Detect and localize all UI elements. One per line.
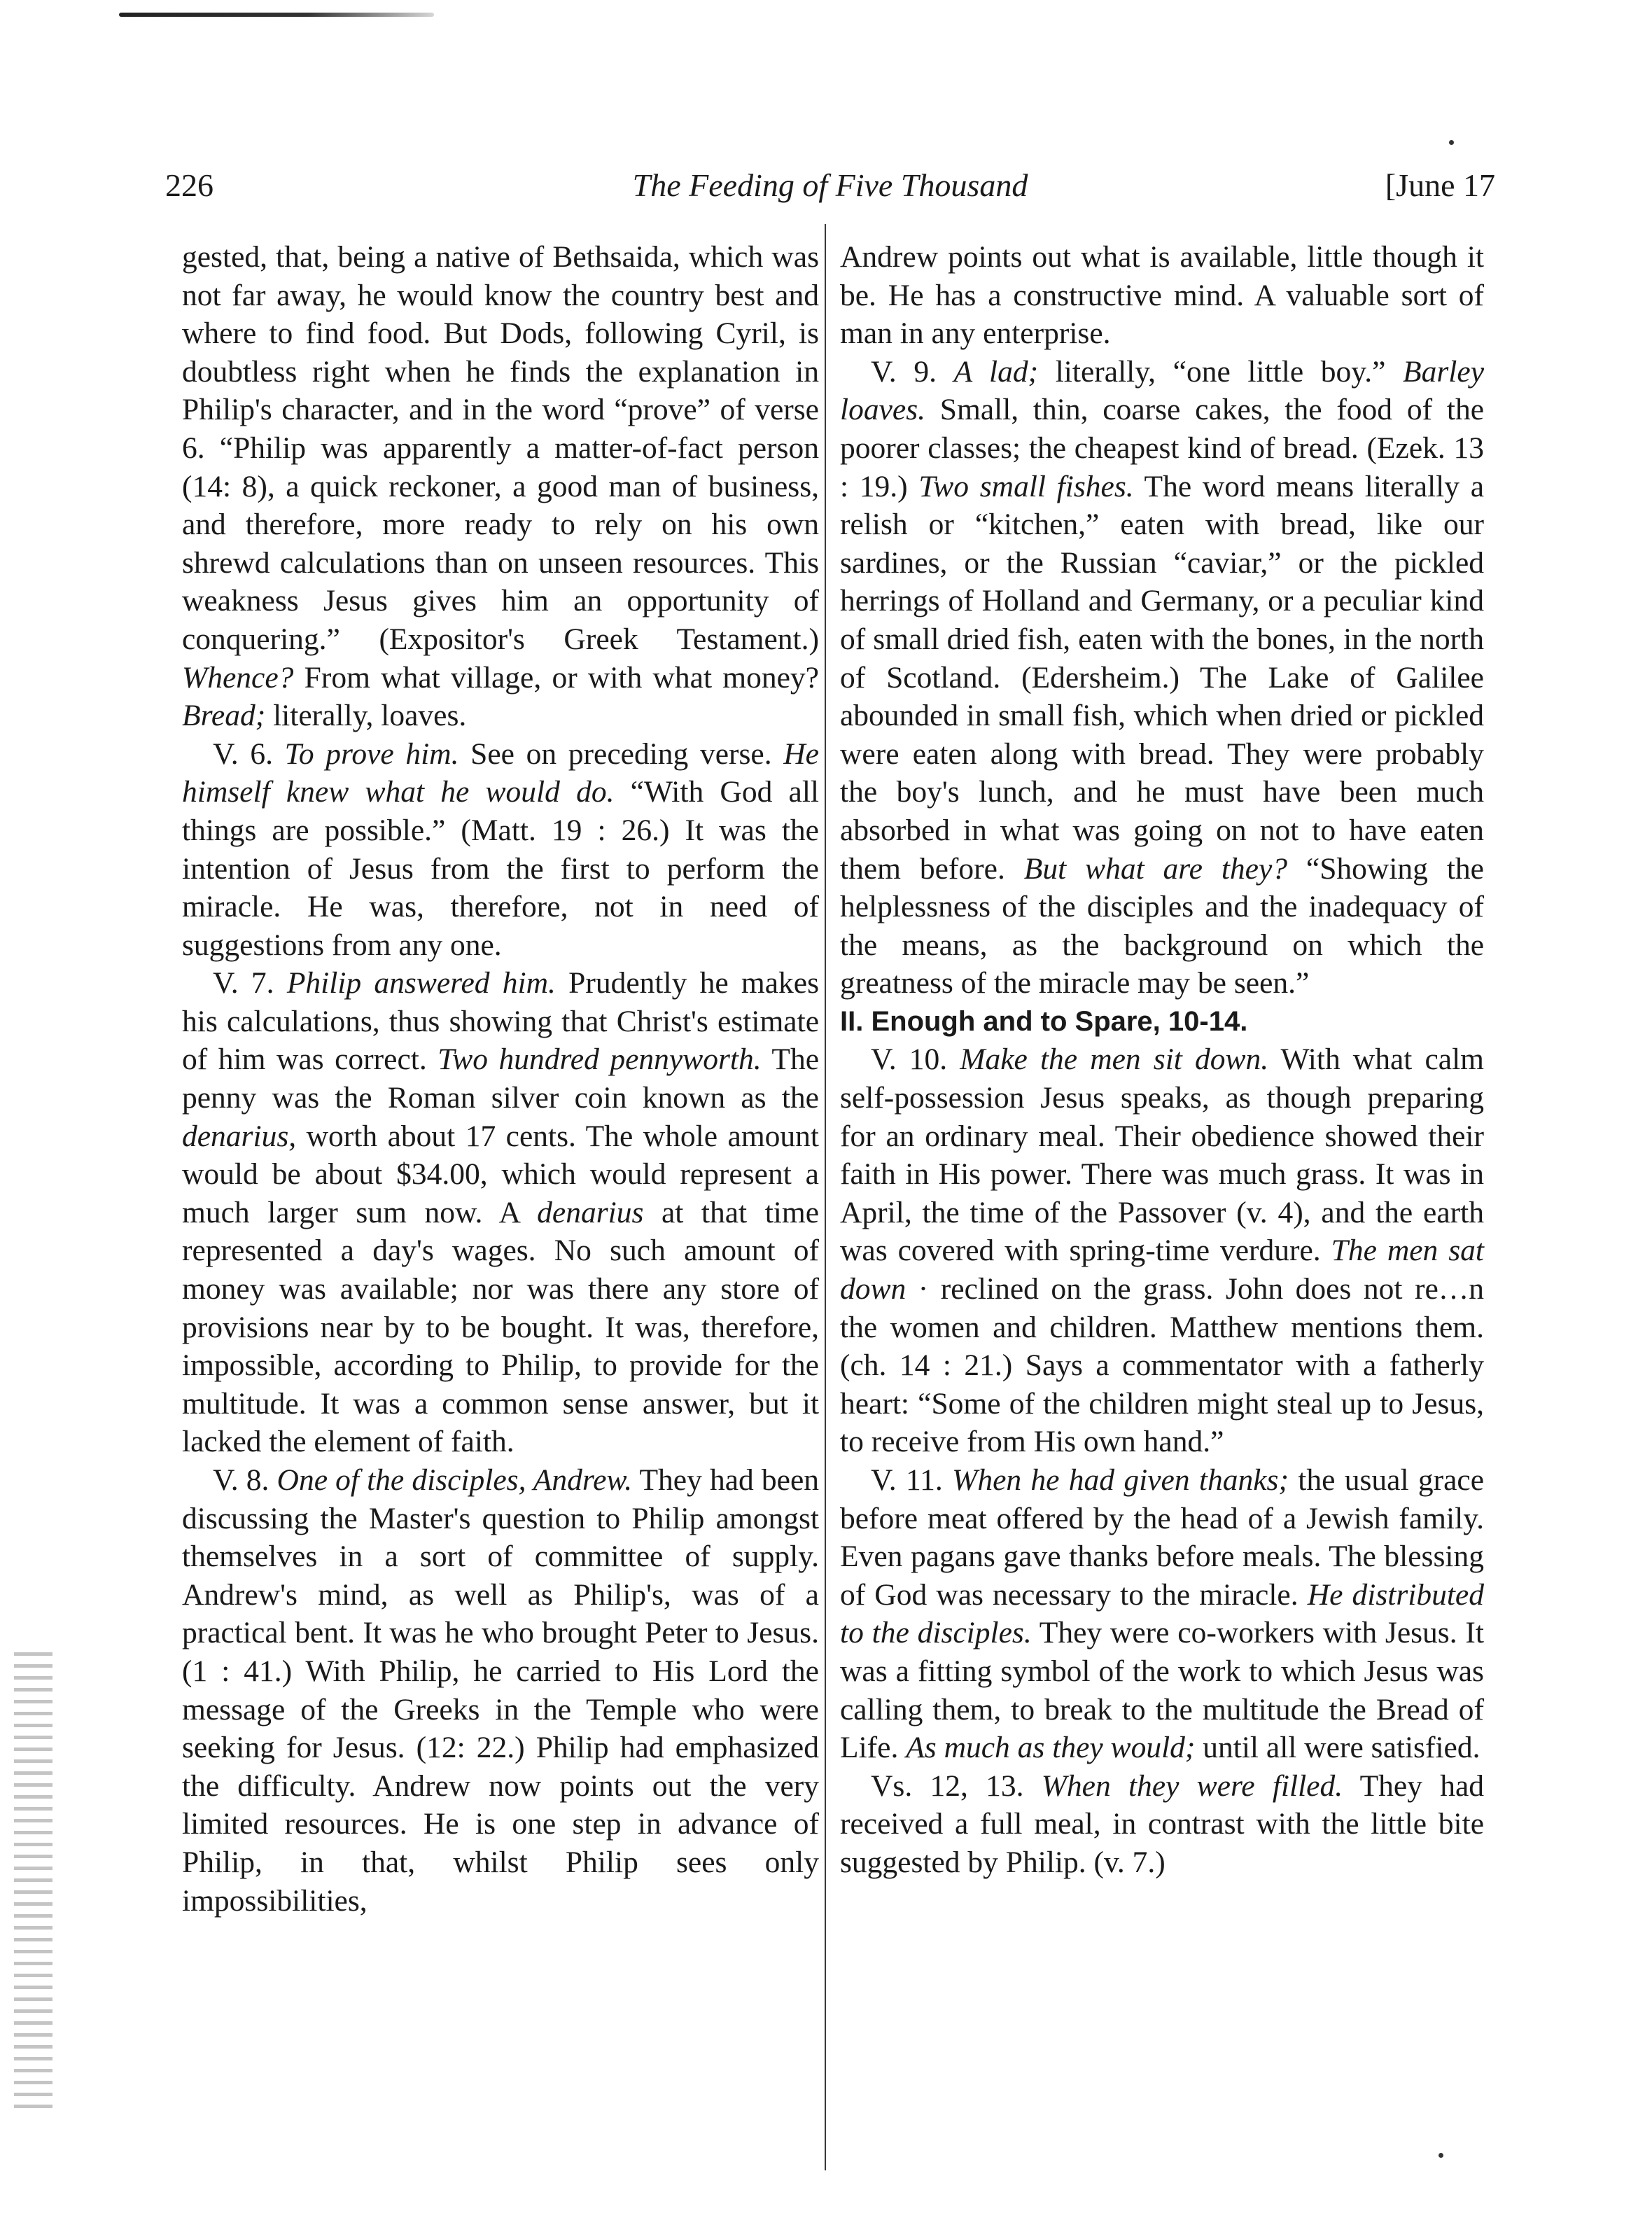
paragraph-text: at that time represented a day's wages. No such amount of money was available; nor was there any store of provisions near by to be bought. It was, therefore, impossible, according to Philip, to provide for the multitude. It was a common sense answer, but it lacked the element of faith.	[182, 1195, 820, 1459]
verse-paragraph-8	[182, 1461, 819, 1920]
italic-term: One of the disciples, Andrew.	[276, 1463, 633, 1497]
verse-ref: V. 7.	[213, 966, 287, 1000]
verse-ref: V. 9.	[871, 354, 954, 389]
paragraph-text: The penny was the Roman silver coin known as the	[182, 1042, 819, 1115]
paragraph-text: “Showing the helplessness of the disciples and the inadequacy of the means, as the background on which the greatness of the miracle may be seen.”	[840, 851, 1484, 1000]
paragraph-text: They were co-workers with Jesus. It was a fitting symbol of the work to which Jesus was calling them, to break to the multitude the Bread of Life.	[840, 1616, 1484, 1765]
paragraph-text: the usual grace before meat offered by the head of a Jewish family. Even pagans gave thanks before meals. The blessing of God was necessary to the miracle.	[840, 1463, 1484, 1612]
italic-term: He distributed to the disciples.	[840, 1577, 1484, 1650]
paragraph-text: gested, that, being a native of Bethsaida, which was not far away, he would know the country best and where to find food. But Dods, following Cyril, is doubtless right when he finds the explanation in Philip's character, and in the word “prove” of verse 6. “Philip was apparently a matter-of-fact person (14: 8), a quick reckoner, a good man of business, and therefore, more ready to rely on his own shrewd calculations than on unseen resources. This weakness Jesus gives him an opportunity of conquering.” (Expositor's Greek Testament.)	[182, 240, 819, 656]
paragraph-text: They had received a full meal, in contrast with the little bite suggested by Philip. (v. 7.)	[840, 1769, 1485, 1879]
paragraph-text: literally, loaves.	[265, 699, 467, 733]
italic-term: denarius	[537, 1195, 644, 1229]
verse-ref: V. 10.	[871, 1042, 960, 1077]
scan-edge-noise	[14, 1652, 52, 2114]
paragraph-text: They had been discussing the Master's question to Philip amongst themselves in a sort of committee of supply. Andrew's mind, as well as Philip's, was of a practical bent. It was he who brought Peter to Jesus. (1 : 41.) With Philip, he carried to His Lord the message of the Greeks in the Temple who were seeking for Jesus. (12: 22.) Philip had emphasized the difficulty. Andrew now points out the very limited resources. He is one step in advance of Philip, in that, whilst Philip sees only impossibilities,	[182, 1463, 820, 1918]
verse-paragraph-6	[182, 735, 819, 965]
column-divider	[825, 224, 826, 2170]
page-number: 226	[165, 167, 214, 203]
verse-paragraph-11	[840, 1461, 1484, 1767]
italic-term: A lad;	[953, 354, 1039, 389]
paragraph-text: until all were satisfied.	[1195, 1731, 1480, 1765]
verse-ref: Vs. 12, 13.	[871, 1769, 1042, 1803]
scan-speck	[1438, 2153, 1443, 2158]
italic-term: denarius,	[182, 1119, 297, 1153]
italic-term: Make the men sit down.	[960, 1042, 1269, 1077]
scan-speck	[1449, 140, 1454, 145]
italic-term: Philip answered him.	[286, 966, 556, 1000]
paragraph: Andrew points out what is available, little though it be. He has a constructive mind. A valuable sort of man in any enterprise.	[840, 240, 1484, 351]
verse-ref: V. 11.	[871, 1463, 953, 1497]
verse-paragraph-12-13	[840, 1767, 1484, 1882]
italic-term: The men sat down	[840, 1234, 1484, 1306]
verse-paragraph-10	[840, 1040, 1484, 1461]
italic-term: Bread;	[182, 699, 266, 733]
paragraph-text: Small, thin, coarse cakes, the food of the poorer classes; the cheapest kind of bread. (Ezek. 13 : 19.)	[840, 393, 1484, 503]
paragraph-text: See on preceding verse.	[458, 737, 784, 771]
italic-term: He himself knew what he would do.	[182, 737, 819, 809]
italic-term: To prove him.	[284, 737, 459, 771]
italic-term: But what are they?	[1023, 851, 1288, 886]
paragraph-text: The word means literally a relish or “kitchen,” eaten with bread, like our sardines, or the Russian “caviar,” or the pickled herrings of Holland and Germany, or a peculiar kind of small dried fish, eaten with the bones, in the north of Scotland. (Edersheim.) The Lake of Galilee abounded in small fish, which when dried or pickled were eaten along with bread. They were probably the boy's lunch, and he must have been much absorbed in what was going on not to have eaten them before.	[840, 469, 1485, 886]
paragraph-text: “With God all things are possible.” (Matt. 19 : 26.) It was the intention of Jesus from the first to perform the miracle. He was, therefore, not in need of suggestions from any one.	[182, 775, 820, 962]
italic-term: Whence?	[182, 660, 294, 695]
verse-paragraph-7	[182, 964, 819, 1461]
running-title: The Feeding of Five Thousand	[632, 167, 1028, 203]
verse-ref: V. 8.	[213, 1463, 277, 1497]
paragraph-text: From what village, or with what money?	[293, 660, 819, 695]
verse-paragraph-9	[840, 353, 1484, 1003]
section-heading: II. Enough and to Spare, 10-14.	[840, 1005, 1248, 1037]
italic-term: When he had given thanks;	[952, 1463, 1289, 1497]
italic-term: Two small fishes.	[918, 469, 1134, 503]
paragraph	[182, 238, 819, 735]
paragraph-text: worth about 17 cents. The whole amount would be about $34.00, which would represent a much larger sum now. A	[182, 1119, 819, 1229]
verse-ref: V. 6.	[213, 737, 285, 771]
scan-artifact-rule	[119, 13, 434, 17]
italic-term: As much as they would;	[906, 1731, 1196, 1765]
running-head	[165, 160, 1495, 209]
paragraph-text: Prudently he makes his calculations, thus showing that Christ's estimate of him was correct.	[182, 966, 820, 1077]
italic-term: Two hundred pennyworth.	[438, 1042, 762, 1077]
italic-term: Barley loaves.	[840, 354, 1484, 427]
left-column	[182, 238, 819, 1920]
paragraph-text: With what calm self-possession Jesus speaks, as though preparing for an ordinary meal. Their obedience showed their faith in His power. There was much grass. It was in April, the time of the Passover (v. 4), and the earth was covered with spring-time verdure.	[840, 1042, 1484, 1268]
right-column	[840, 238, 1484, 1882]
paragraph-text: · reclined on the grass. John does not re…n the women and children. Matthew mentions them. (ch. 14 : 21.) Says a commentator with a fatherly heart: “Some of the children might steal up to Jesus, to receive from His own hand.”	[840, 1272, 1484, 1459]
italic-term: When they were filled.	[1041, 1769, 1343, 1803]
paragraph-text: literally, “one little boy.”	[1038, 354, 1404, 389]
running-date: [June 17	[1385, 167, 1495, 203]
